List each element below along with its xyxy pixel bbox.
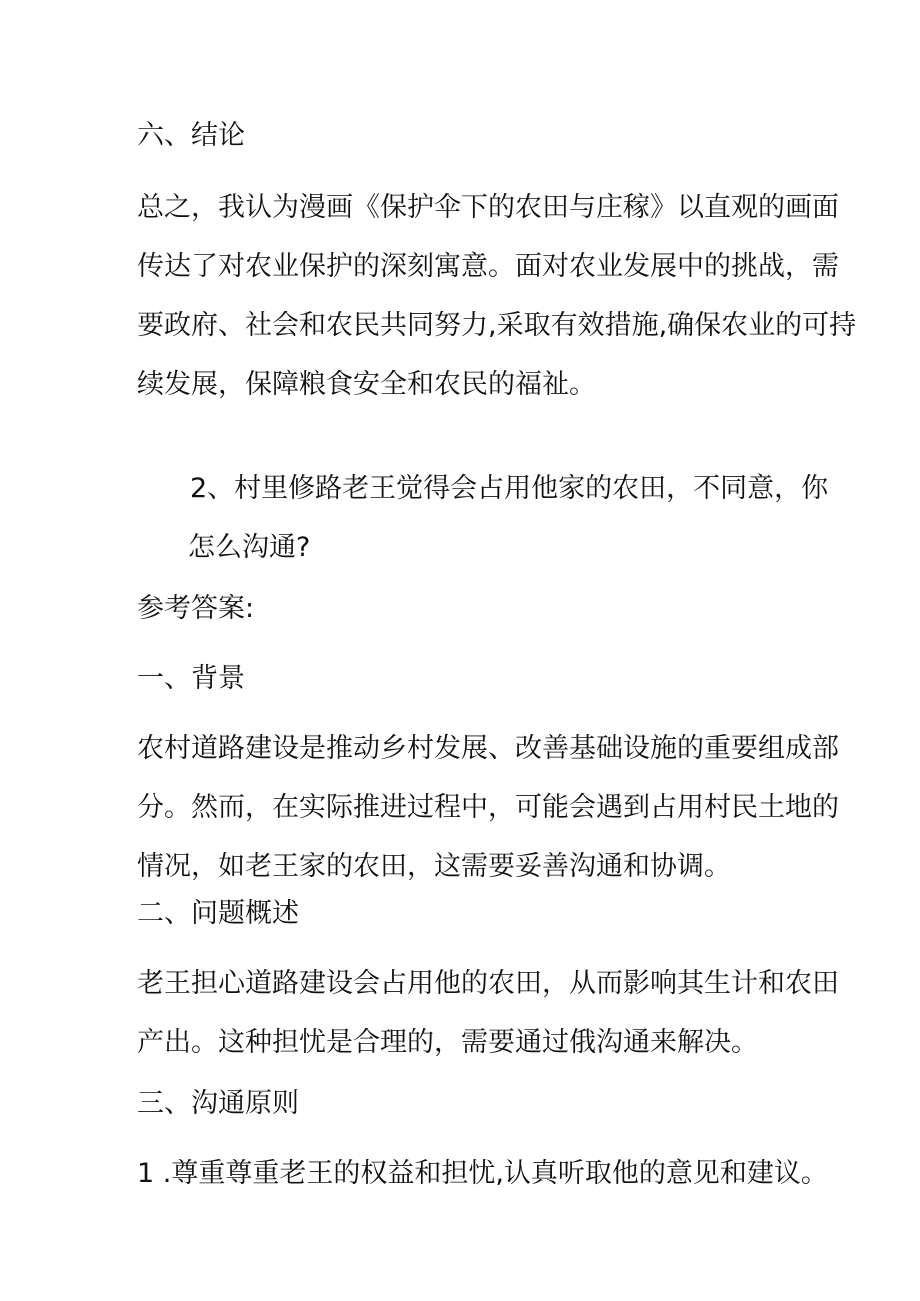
section-2-paragraph: 老王担心道路建设会占用他的农田，从而影响其生计和农田 产出。这种担忧是合理的，需要通过俄沟通来解决。 xyxy=(137,968,839,1058)
section-3-heading: 三、沟通原则 xyxy=(137,1088,299,1119)
answer-label: 参考答案: xyxy=(137,593,255,624)
section-6-heading: 六、结论 xyxy=(137,120,245,151)
section-6-paragraph: 总之，我认为漫画《保护伞下的农田与庄稼》以直观的画面 传达了对农业保护的深刻寓意。面对农业发展中的挑战，需 要政府、社会和农民共同努力,采取有效措施,确保农业的可持 续发展，保障粮食安全和农民的福祉。 xyxy=(137,192,857,400)
section-3-item: 1 .尊重尊重老王的权益和担忧,认真听取他的意见和建议。 xyxy=(137,1158,828,1189)
question-2: 2、村里修路老王觉得会占用他家的农田，不同意，你 怎么沟通? xyxy=(188,473,829,563)
section-1-paragraph: 农村道路建设是推动乡村发展、改善基础设施的重要组成部 分。然而，在实际推进过程中，可能会遇到占用村民土地的 情况，如老王家的农田，这需要妥善沟通和协调。 xyxy=(137,733,839,882)
section-1-heading: 一、背景 xyxy=(137,663,245,694)
section-2-heading: 二、问题概述 xyxy=(137,898,299,929)
